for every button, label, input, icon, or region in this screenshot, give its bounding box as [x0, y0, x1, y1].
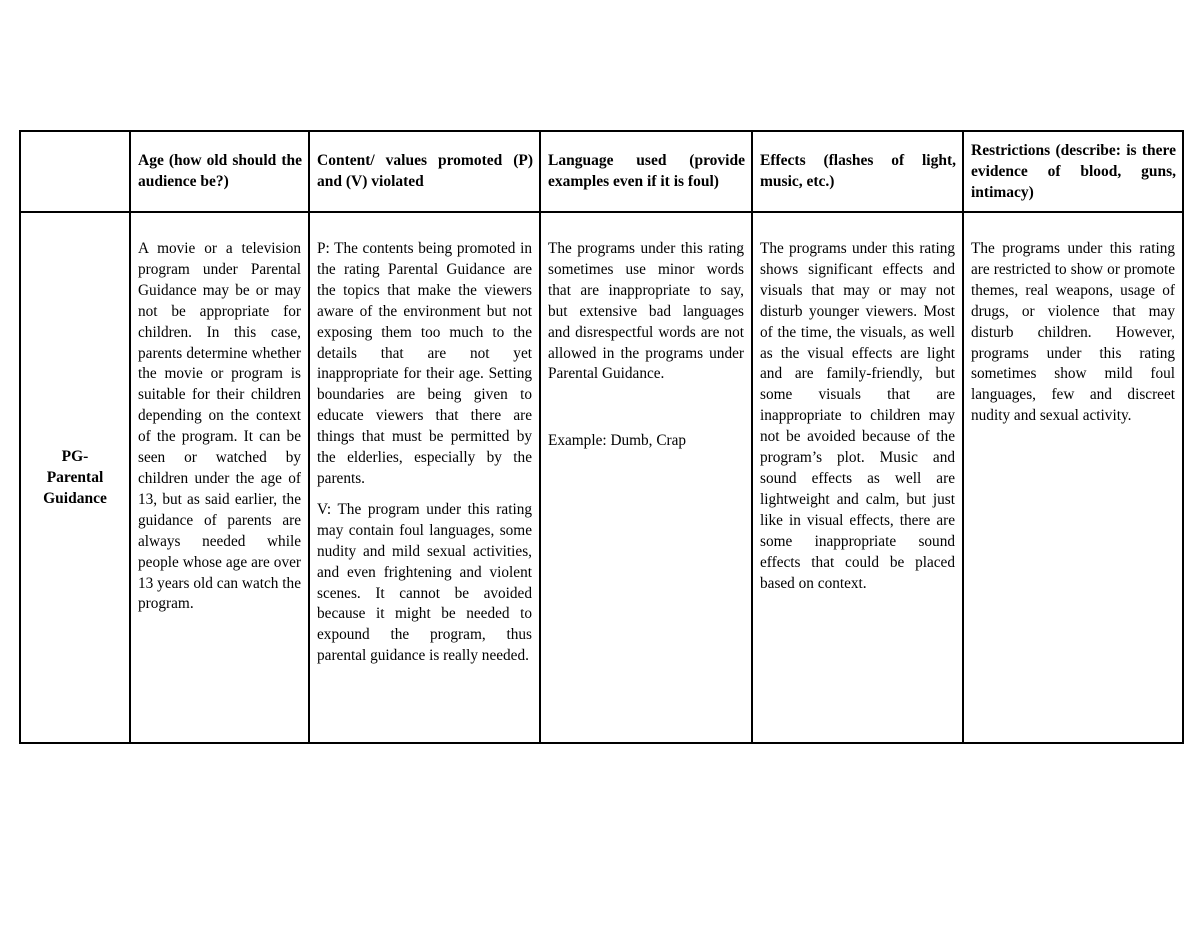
content-cell: [309, 212, 540, 743]
effects-cell: [752, 212, 963, 743]
header-effects: Effects (flashes of light, music, etc.): [752, 131, 963, 212]
rating-label-line: Parental: [46, 469, 104, 486]
header-restrictions: Restrictions (describe: is there evidence of blood, guns, intimacy): [963, 131, 1183, 212]
language-example-text: Example: Dumb, Crap: [548, 432, 687, 450]
age-cell: [130, 212, 309, 743]
language-cell: [540, 212, 752, 743]
age-text: A movie or a television program under Parental Guidance may be or may not be appropriate for children. In this case, parents determine whether the movie or program is suitable for their children depending on the context of the program. It can be seen or watched by children under the age of 13, but as said earlier, the guidance of parents are always needed while people whose age are over 13 years old can watch the program.: [138, 240, 301, 613]
header-age: Age (how old should the audience be?): [130, 131, 309, 212]
header-content: Content/ values promoted (P) and (V) violated: [309, 131, 540, 212]
restrictions-text: The programs under this rating are restricted to show or promote themes, real weapons, usage of drugs, or violence that may disturb children. However, programs under this rating sometimes show mild foul languages, few and discreet nudity and sexual activity.: [971, 240, 1175, 425]
rating-table: [19, 130, 1184, 744]
rating-label-line: Guidance: [43, 490, 107, 507]
content-promoted-text: P: The contents being promoted in the rating Parental Guidance are the topics that make the viewers aware of the environment but not exposing them too much to the details that are not yet inappropriate for their age. Setting boundaries are being given to educate viewers that there are things that must be permitted by the elderlies, especially by the parents.: [317, 240, 532, 487]
rating-label-cell: [20, 212, 130, 743]
header-language: Language used (provide examples even if it is foul): [540, 131, 752, 212]
table-row: [20, 212, 1183, 743]
language-text: The programs under this rating sometimes use minor words that are inappropriate to say, but extensive bad languages and disrespectful words are not allowed in the programs under Parental Guidance.: [548, 240, 744, 383]
header-rating: [20, 131, 130, 212]
rating-label-line: PG-: [61, 448, 89, 465]
restrictions-cell: [963, 212, 1183, 743]
content-violated-text: V: The program under this rating may contain foul languages, some nudity and mild sexual activities, and even frightening and violent scenes. It cannot be avoided because it might be needed to expound the program, thus parental guidance is really needed.: [317, 500, 532, 665]
effects-text: The programs under this rating shows significant effects and visuals that may or may not disturb younger viewers. Most of the time, the visuals, as well as the visual effects are light and are family-friendly, but some visuals that are inappropriate to children may not be avoided because of the program’s plot. Music and sound effects as well are lightweight and calm, but just like in visual effects, there are some inappropriate sound effects that could be placed based on context.: [760, 240, 955, 592]
table-header-row: [20, 131, 1183, 212]
